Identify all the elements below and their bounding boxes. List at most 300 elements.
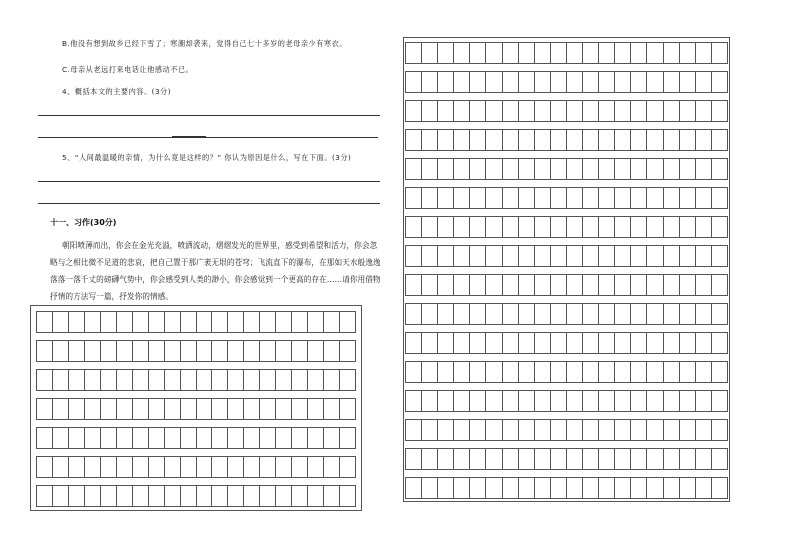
grid-cell — [85, 428, 101, 448]
grid-cell — [117, 312, 133, 332]
grid-cell — [486, 130, 502, 150]
grid-cell — [438, 449, 454, 469]
grid-cell — [438, 159, 454, 179]
grid-cell — [276, 341, 292, 361]
grid-cell — [583, 43, 599, 63]
grid-cell — [519, 72, 535, 92]
grid-cell — [422, 43, 438, 63]
grid-cell — [664, 43, 680, 63]
grid-cell — [422, 159, 438, 179]
grid-cell — [599, 246, 615, 266]
grid-cell — [519, 449, 535, 469]
grid-cell — [53, 399, 69, 419]
grid-cell — [535, 275, 551, 295]
grid-cell — [308, 370, 324, 390]
grid-cell — [37, 312, 53, 332]
grid-cell — [599, 130, 615, 150]
grid-cell — [244, 486, 260, 506]
grid-cell — [519, 362, 535, 382]
grid-cell — [519, 275, 535, 295]
grid-cell — [696, 391, 712, 411]
grid-cell — [308, 312, 324, 332]
composition-heading: 十一、习作(30分) — [50, 218, 117, 227]
grid-cell — [276, 312, 292, 332]
grid-cell — [567, 478, 583, 498]
grid-cell — [631, 43, 647, 63]
grid-cell — [567, 43, 583, 63]
grid-cell — [228, 399, 244, 419]
grid-cell — [85, 457, 101, 477]
grid-cell — [454, 159, 470, 179]
grid-cell — [551, 217, 567, 237]
grid-cell — [470, 246, 486, 266]
grid-cell — [631, 304, 647, 324]
grid-cell — [133, 486, 149, 506]
grid-cell — [101, 341, 117, 361]
grid-cell — [422, 420, 438, 440]
grid-cell — [85, 341, 101, 361]
grid-cell — [664, 159, 680, 179]
grid-cell — [535, 333, 551, 353]
grid-cell — [197, 370, 213, 390]
grid-cell — [647, 391, 663, 411]
grid-cell — [567, 217, 583, 237]
grid-cell — [470, 478, 486, 498]
grid-cell — [647, 362, 663, 382]
grid-cell — [535, 43, 551, 63]
grid-cell — [631, 188, 647, 208]
grid-cell — [567, 130, 583, 150]
grid-cell — [583, 333, 599, 353]
grid-cell — [535, 449, 551, 469]
grid-cell — [292, 312, 308, 332]
grid-cell — [664, 420, 680, 440]
grid-cell — [422, 391, 438, 411]
grid-cell — [228, 341, 244, 361]
option-b-text: B.他没有想到故乡已经下雪了；寒潮却袭来，觉得自己七十多岁的老母亲少有寒衣。 — [62, 39, 347, 48]
grid-cell — [647, 130, 663, 150]
grid-cell — [712, 333, 728, 353]
grid-row — [405, 71, 728, 93]
grid-cell — [631, 478, 647, 498]
grid-cell — [101, 428, 117, 448]
grid-cell — [486, 420, 502, 440]
grid-cell — [680, 246, 696, 266]
grid-cell — [181, 457, 197, 477]
grid-cell — [454, 420, 470, 440]
grid-cell — [535, 246, 551, 266]
grid-cell — [712, 43, 728, 63]
grid-cell — [696, 188, 712, 208]
grid-cell — [181, 370, 197, 390]
grid-cell — [583, 246, 599, 266]
grid-cell — [149, 399, 165, 419]
grid-cell — [406, 391, 422, 411]
grid-cell — [406, 72, 422, 92]
grid-cell — [101, 312, 117, 332]
grid-cell — [567, 275, 583, 295]
grid-cell — [486, 101, 502, 121]
grid-cell — [165, 312, 181, 332]
grid-cell — [454, 391, 470, 411]
question-4-text: 4、概括本文的主要内容。(3分) — [62, 87, 172, 96]
grid-row — [36, 427, 356, 449]
grid-cell — [664, 188, 680, 208]
grid-cell — [53, 370, 69, 390]
grid-cell — [696, 333, 712, 353]
grid-row — [36, 311, 356, 333]
grid-cell — [664, 130, 680, 150]
grid-cell — [197, 428, 213, 448]
grid-cell — [438, 72, 454, 92]
grid-cell — [470, 188, 486, 208]
grid-cell — [712, 420, 728, 440]
grid-cell — [696, 72, 712, 92]
grid-cell — [438, 478, 454, 498]
grid-cell — [647, 304, 663, 324]
grid-cell — [535, 304, 551, 324]
grid-cell — [228, 370, 244, 390]
grid-cell — [615, 478, 631, 498]
grid-cell — [503, 391, 519, 411]
grid-cell — [599, 159, 615, 179]
grid-cell — [535, 478, 551, 498]
grid-cell — [551, 43, 567, 63]
grid-cell — [567, 101, 583, 121]
grid-cell — [470, 217, 486, 237]
grid-cell — [567, 188, 583, 208]
grid-cell — [696, 246, 712, 266]
grid-cell — [470, 101, 486, 121]
grid-cell — [324, 486, 340, 506]
grid-cell — [712, 246, 728, 266]
grid-cell — [422, 188, 438, 208]
grid-cell — [244, 428, 260, 448]
grid-cell — [519, 333, 535, 353]
grid-cell — [165, 370, 181, 390]
grid-cell — [615, 101, 631, 121]
grid-cell — [503, 130, 519, 150]
grid-cell — [324, 457, 340, 477]
grid-cell — [149, 341, 165, 361]
grid-cell — [647, 72, 663, 92]
grid-cell — [647, 159, 663, 179]
grid-cell — [551, 449, 567, 469]
grid-cell — [454, 217, 470, 237]
grid-cell — [101, 486, 117, 506]
grid-cell — [583, 391, 599, 411]
grid-cell — [324, 312, 340, 332]
grid-cell — [308, 428, 324, 448]
grid-cell — [37, 428, 53, 448]
grid-cell — [519, 101, 535, 121]
grid-cell — [631, 275, 647, 295]
grid-cell — [212, 457, 228, 477]
grid-cell — [519, 217, 535, 237]
grid-cell — [438, 362, 454, 382]
grid-row — [405, 419, 728, 441]
grid-cell — [438, 275, 454, 295]
grid-cell — [519, 188, 535, 208]
grid-cell — [470, 449, 486, 469]
grid-cell — [470, 275, 486, 295]
grid-cell — [324, 428, 340, 448]
grid-cell — [470, 304, 486, 324]
grid-cell — [422, 478, 438, 498]
grid-cell — [117, 341, 133, 361]
grid-cell — [197, 399, 213, 419]
grid-cell — [454, 72, 470, 92]
grid-cell — [647, 246, 663, 266]
grid-cell — [615, 449, 631, 469]
grid-cell — [583, 159, 599, 179]
grid-row — [36, 398, 356, 420]
grid-cell — [680, 478, 696, 498]
grid-cell — [503, 101, 519, 121]
grid-cell — [583, 449, 599, 469]
grid-cell — [664, 101, 680, 121]
grid-cell — [551, 478, 567, 498]
grid-cell — [454, 246, 470, 266]
grid-cell — [519, 43, 535, 63]
grid-cell — [664, 72, 680, 92]
grid-cell — [406, 159, 422, 179]
grid-cell — [454, 449, 470, 469]
grid-cell — [308, 457, 324, 477]
grid-cell — [503, 188, 519, 208]
grid-cell — [712, 130, 728, 150]
grid-cell — [712, 159, 728, 179]
grid-cell — [340, 486, 356, 506]
grid-cell — [454, 101, 470, 121]
grid-cell — [85, 370, 101, 390]
grid-cell — [438, 43, 454, 63]
grid-cell — [406, 43, 422, 63]
grid-cell — [422, 130, 438, 150]
grid-cell — [260, 486, 276, 506]
grid-cell — [212, 341, 228, 361]
grid-cell — [599, 391, 615, 411]
grid-cell — [486, 275, 502, 295]
grid-cell — [117, 486, 133, 506]
grid-cell — [551, 130, 567, 150]
grid-cell — [631, 101, 647, 121]
grid-cell — [551, 333, 567, 353]
grid-cell — [696, 43, 712, 63]
grid-cell — [101, 457, 117, 477]
grid-cell — [503, 43, 519, 63]
grid-cell — [712, 217, 728, 237]
grid-cell — [308, 486, 324, 506]
grid-cell — [260, 399, 276, 419]
grid-cell — [260, 341, 276, 361]
grid-cell — [101, 399, 117, 419]
grid-row — [36, 456, 356, 478]
grid-cell — [712, 391, 728, 411]
grid-row — [405, 245, 728, 267]
grid-cell — [181, 486, 197, 506]
grid-cell — [551, 246, 567, 266]
grid-cell — [422, 275, 438, 295]
grid-cell — [470, 43, 486, 63]
grid-cell — [117, 399, 133, 419]
grid-cell — [212, 486, 228, 506]
grid-cell — [133, 457, 149, 477]
grid-cell — [292, 428, 308, 448]
grid-cell — [599, 101, 615, 121]
grid-row — [36, 369, 356, 391]
grid-cell — [696, 275, 712, 295]
grid-cell — [519, 420, 535, 440]
grid-cell — [486, 159, 502, 179]
grid-cell — [647, 101, 663, 121]
grid-cell — [486, 362, 502, 382]
grid-cell — [308, 341, 324, 361]
grid-cell — [340, 341, 356, 361]
grid-cell — [69, 457, 85, 477]
grid-cell — [292, 370, 308, 390]
composition-prompt-line: 抒情的方法写一篇，抒发你的情感。 — [50, 292, 174, 301]
grid-cell — [133, 399, 149, 419]
grid-cell — [69, 399, 85, 419]
grid-cell — [535, 217, 551, 237]
grid-cell — [503, 333, 519, 353]
grid-cell — [680, 101, 696, 121]
grid-cell — [133, 428, 149, 448]
grid-cell — [260, 370, 276, 390]
grid-cell — [696, 362, 712, 382]
grid-cell — [292, 399, 308, 419]
grid-cell — [133, 370, 149, 390]
grid-cell — [422, 333, 438, 353]
grid-cell — [276, 457, 292, 477]
grid-cell — [647, 43, 663, 63]
grid-cell — [85, 399, 101, 419]
grid-cell — [567, 333, 583, 353]
grid-cell — [551, 420, 567, 440]
grid-cell — [583, 217, 599, 237]
grid-row — [36, 485, 356, 507]
grid-cell — [535, 159, 551, 179]
grid-cell — [406, 333, 422, 353]
grid-cell — [583, 275, 599, 295]
grid-row — [405, 332, 728, 354]
grid-cell — [647, 449, 663, 469]
grid-cell — [583, 304, 599, 324]
grid-cell — [292, 341, 308, 361]
grid-cell — [470, 72, 486, 92]
grid-cell — [486, 43, 502, 63]
grid-cell — [615, 159, 631, 179]
grid-cell — [615, 362, 631, 382]
grid-cell — [615, 275, 631, 295]
grid-cell — [406, 101, 422, 121]
grid-cell — [149, 428, 165, 448]
grid-cell — [406, 478, 422, 498]
grid-cell — [712, 72, 728, 92]
grid-cell — [599, 449, 615, 469]
grid-row — [405, 158, 728, 180]
grid-cell — [647, 275, 663, 295]
grid-cell — [664, 333, 680, 353]
grid-cell — [260, 428, 276, 448]
grid-cell — [133, 341, 149, 361]
grid-row — [405, 390, 728, 412]
grid-cell — [276, 428, 292, 448]
grid-row — [405, 477, 728, 499]
grid-cell — [438, 333, 454, 353]
grid-cell — [599, 275, 615, 295]
grid-cell — [503, 478, 519, 498]
grid-cell — [696, 304, 712, 324]
grid-cell — [519, 159, 535, 179]
grid-cell — [680, 43, 696, 63]
grid-cell — [197, 312, 213, 332]
grid-cell — [438, 420, 454, 440]
grid-cell — [149, 370, 165, 390]
grid-cell — [406, 449, 422, 469]
grid-cell — [454, 130, 470, 150]
grid-cell — [438, 188, 454, 208]
grid-cell — [181, 312, 197, 332]
grid-cell — [117, 428, 133, 448]
grid-cell — [503, 217, 519, 237]
grid-cell — [276, 486, 292, 506]
grid-cell — [165, 341, 181, 361]
grid-cell — [181, 428, 197, 448]
grid-cell — [149, 457, 165, 477]
grid-cell — [260, 457, 276, 477]
grid-cell — [583, 101, 599, 121]
grid-cell — [664, 391, 680, 411]
grid-cell — [406, 304, 422, 324]
grid-cell — [422, 246, 438, 266]
grid-row — [405, 187, 728, 209]
grid-cell — [664, 304, 680, 324]
grid-cell — [631, 72, 647, 92]
grid-cell — [438, 130, 454, 150]
grid-cell — [535, 188, 551, 208]
grid-cell — [486, 246, 502, 266]
grid-cell — [406, 130, 422, 150]
grid-cell — [292, 486, 308, 506]
grid-cell — [599, 362, 615, 382]
grid-cell — [69, 341, 85, 361]
grid-row — [36, 340, 356, 362]
grid-cell — [696, 478, 712, 498]
grid-cell — [680, 420, 696, 440]
grid-cell — [324, 341, 340, 361]
grid-cell — [117, 370, 133, 390]
grid-cell — [503, 275, 519, 295]
grid-cell — [664, 362, 680, 382]
grid-cell — [647, 478, 663, 498]
grid-cell — [583, 420, 599, 440]
grid-cell — [454, 275, 470, 295]
grid-cell — [470, 362, 486, 382]
grid-cell — [340, 428, 356, 448]
composition-prompt-line: 略与之相比微不足道的悲哀，把自己置于那广袤无垠的苍穹；飞流直下的瀑布，在那如天水般逸逸 — [50, 258, 381, 267]
grid-cell — [712, 304, 728, 324]
grid-cell — [340, 370, 356, 390]
grid-cell — [631, 391, 647, 411]
grid-cell — [406, 217, 422, 237]
grid-cell — [244, 341, 260, 361]
grid-cell — [583, 72, 599, 92]
grid-cell — [664, 217, 680, 237]
grid-cell — [53, 312, 69, 332]
grid-cell — [53, 428, 69, 448]
